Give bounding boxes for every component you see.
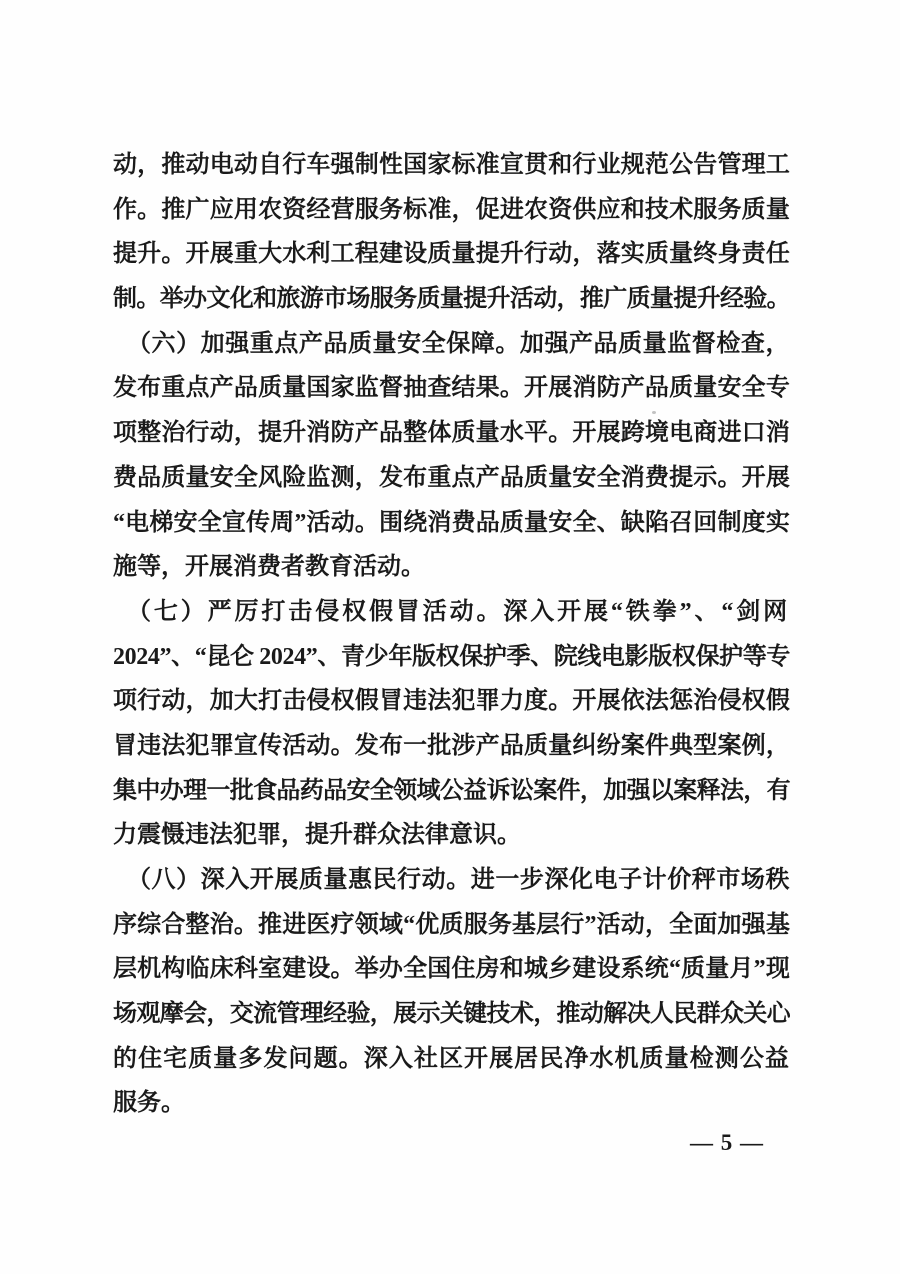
text-line: 冒违法犯罪宣传活动。发布一批涉产品质量纠纷案件典型案例， <box>113 732 790 759</box>
text-line-paragraph-start: （六）加强重点产品质量安全保障。加强产品质量监督检查， <box>127 330 790 357</box>
page-number: — 5 — <box>690 1130 764 1155</box>
text-line-paragraph-start: （八）深入开展质量惠民行动。进一步深化电子计价秤市场秩 <box>127 867 790 893</box>
text-line: 场观摩会，交流管理经验，展示关键技术，推动解决人民群众关心 <box>113 1001 790 1028</box>
text-line-paragraph-end: 施等，开展消费者教育活动。 <box>113 554 425 581</box>
text-line: 制。举办文化和旅游市场服务质量提升活动，推广质量提升经验。 <box>113 286 790 313</box>
text-line: 项整治行动，提升消防产品整体质量水平。开展跨境电商进口消 <box>113 420 790 447</box>
scan-speck <box>652 411 656 414</box>
text-line: 动，推动电动自行车强制性国家标准宣贯和行业规范公告管理工 <box>113 152 790 178</box>
text-line: “电梯安全宣传周”活动。围绕消费品质量安全、缺陷召回制度实 <box>113 509 790 536</box>
document-body <box>113 143 790 1126</box>
text-line-paragraph-start: （七）严厉打击侵权假冒活动。深入开展“铁拳”、“剑网 <box>127 598 790 625</box>
text-line: 费品质量安全风险监测，发布重点产品质量安全消费提示。开展 <box>113 464 790 491</box>
text-line: 的住宅质量多发问题。深入社区开展居民净水机质量检测公益 <box>113 1045 790 1072</box>
text-line: 发布重点产品质量国家监督抽查结果。开展消防产品质量安全专 <box>113 375 790 402</box>
text-line: 集中办理一批食品药品安全领域公益诉讼案件，加强以案释法，有 <box>113 777 790 804</box>
text-line: 提升。开展重大水利工程建设质量提升行动，落实质量终身责任 <box>113 241 790 268</box>
text-line: 序综合整治。推进医疗领域“优质服务基层行”活动，全面加强基 <box>113 911 790 938</box>
text-line: 作。推广应用农资经营服务标准，促进农资供应和技术服务质量 <box>113 196 790 223</box>
text-line-paragraph-end: 力震慑违法犯罪，提升群众法律意识。 <box>113 822 521 849</box>
text-line: 2024”、“昆仑 2024”、青少年版权保护季、院线电影版权保护等专 <box>113 643 790 670</box>
text-line: 层机构临床科室建设。举办全国住房和城乡建设系统“质量月”现 <box>113 956 790 983</box>
text-line: 项行动，加大打击侵权假冒违法犯罪力度。开展依法惩治侵权假 <box>113 688 790 715</box>
text-line-paragraph-end: 服务。 <box>113 1090 185 1117</box>
